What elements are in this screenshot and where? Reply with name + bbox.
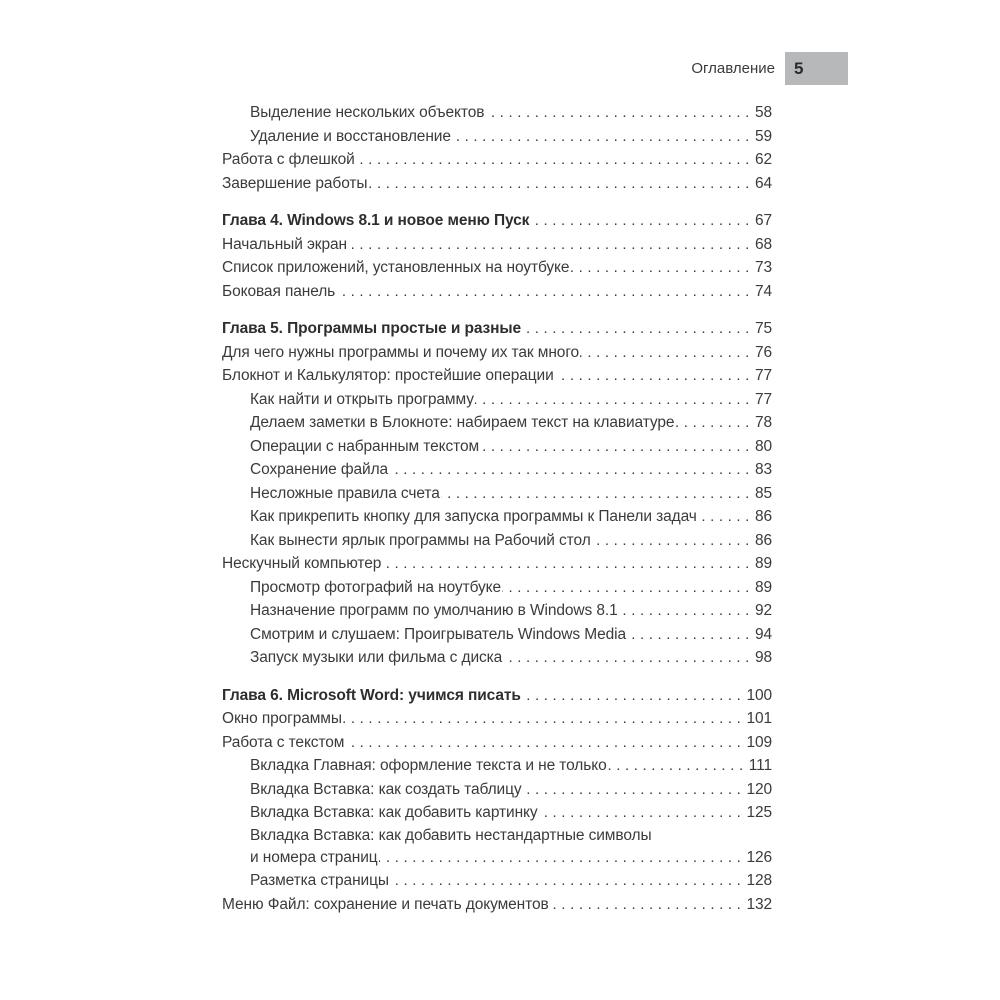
dot-leader (441, 482, 754, 506)
toc-entry-label: Работа с флешкой (222, 151, 355, 168)
dot-leader (675, 411, 754, 435)
toc-entry-label: Назначение программ по умолчанию в Windows 8.1 (250, 602, 618, 619)
toc-entry (222, 599, 772, 623)
toc-entry-label: Разметка страницы (250, 872, 389, 889)
page-header (691, 52, 848, 85)
dot-leader (608, 754, 748, 778)
toc-entry (222, 646, 772, 670)
dot-leader (619, 599, 754, 623)
toc-page-number: 58 (754, 104, 772, 121)
toc-entry (222, 825, 772, 846)
toc-entry (222, 754, 772, 778)
dot-leader (555, 364, 754, 388)
toc-entry (222, 233, 772, 257)
toc-page-number: 100 (746, 686, 772, 704)
toc-entry-label: Как вынести ярлык программы на Рабочий стол (250, 531, 591, 549)
toc-page-number: 120 (746, 780, 772, 798)
toc-page-number: 128 (746, 872, 772, 889)
table-of-contents (222, 101, 772, 916)
toc-section (222, 209, 772, 303)
toc-page-number: 92 (754, 602, 772, 619)
dot-leader (452, 125, 754, 149)
page-title: Оглавление (691, 60, 775, 77)
dot-leader (522, 684, 746, 708)
toc-entry (222, 731, 772, 755)
toc-page-number: 85 (754, 484, 772, 502)
toc-section (222, 684, 772, 917)
dot-leader (356, 148, 754, 172)
toc-entry (222, 552, 772, 576)
toc-entry (222, 435, 772, 459)
toc-page-number: 68 (754, 235, 772, 253)
toc-entry-label: Удаление и восстановление (250, 127, 451, 145)
toc-entry-label: Вкладка Вставка: как добавить нестандартные символы (250, 826, 652, 844)
toc-entry-label: Список приложений, установленных на ноутбуке (222, 259, 570, 276)
toc-entry-label: Работа с текстом (222, 733, 345, 751)
toc-entry (222, 388, 772, 412)
toc-page-number: 94 (754, 625, 772, 643)
toc-entry-label: Глава 6. Microsoft Word: учимся писать (222, 686, 521, 704)
dot-leader (627, 623, 754, 647)
toc-entry (222, 801, 772, 825)
toc-entry (222, 148, 772, 172)
toc-entry-label: Вкладка Главная: оформление текста и не только (250, 757, 607, 774)
toc-entry-label: Завершение работы (222, 174, 368, 192)
dot-leader (382, 552, 754, 576)
toc-page-number: 86 (754, 531, 772, 549)
dot-leader (475, 388, 754, 412)
dot-leader (343, 707, 746, 731)
toc-page-number: 77 (754, 390, 772, 408)
toc-entry-label: Начальный экран (222, 235, 347, 253)
dot-leader (485, 101, 754, 125)
toc-page-number: 78 (754, 414, 772, 431)
dot-leader (522, 317, 754, 341)
toc-page-number: 101 (746, 710, 772, 727)
toc-page-number: 77 (754, 367, 772, 384)
toc-entry (222, 778, 772, 802)
toc-page-number: 86 (754, 508, 772, 525)
toc-entry-label: Сохранение файла (250, 461, 389, 478)
dot-leader (336, 280, 754, 304)
toc-entry-label: Для чего нужны программы и почему их так много (222, 343, 580, 361)
toc-entry (222, 576, 772, 600)
toc-entry-label: Нескучный компьютер (222, 555, 382, 572)
toc-entry (222, 846, 772, 870)
toc-page-number: 67 (754, 212, 772, 229)
dot-leader (389, 458, 754, 482)
toc-entry (222, 869, 772, 893)
dot-leader (530, 209, 754, 233)
toc-entry (222, 411, 772, 435)
dot-leader (368, 172, 754, 196)
toc-entry-label: Боковая панель (222, 282, 336, 300)
dot-leader (539, 801, 746, 825)
toc-chapter-entry (222, 209, 772, 233)
toc-entry (222, 623, 772, 647)
toc-entry-label: Запуск музыки или фильма с диска (250, 649, 503, 666)
toc-page-number: 98 (754, 649, 772, 666)
toc-entry-label: Меню Файл: сохранение и печать документов (222, 895, 549, 913)
toc-entry (222, 125, 772, 149)
toc-entry (222, 529, 772, 553)
toc-page-number: 75 (754, 320, 772, 337)
toc-page-number: 89 (754, 555, 772, 572)
dot-leader (379, 846, 746, 870)
toc-entry (222, 482, 772, 506)
toc-entry-label: Окно программы (222, 710, 342, 727)
toc-entry (222, 707, 772, 731)
dot-leader (345, 731, 745, 755)
toc-entry (222, 341, 772, 365)
dot-leader (390, 869, 746, 893)
toc-entry-label: Просмотр фотографий на ноутбуке (250, 578, 502, 596)
toc-page-number: 76 (754, 343, 772, 361)
toc-entry-label: Как прикрепить кнопку для запуска программы к Панели задач (250, 508, 697, 525)
dot-leader (698, 505, 754, 529)
toc-page-number: 83 (754, 461, 772, 478)
toc-page-number: 125 (746, 804, 772, 821)
toc-page-number: 109 (746, 733, 772, 751)
dot-leader (503, 646, 754, 670)
toc-entry-label: Вкладка Вставка: как добавить картинку (250, 804, 538, 821)
toc-entry (222, 364, 772, 388)
toc-section (222, 317, 772, 670)
toc-entry-label: Блокнот и Калькулятор: простейшие операции (222, 367, 554, 384)
toc-entry-label: Операции с набранным текстом (250, 437, 480, 455)
toc-page-number: 74 (754, 282, 772, 300)
toc-entry-label: Несложные правила счета (250, 484, 440, 502)
toc-entry-label: Вкладка Вставка: как создать таблицу (250, 780, 522, 798)
toc-entry (222, 256, 772, 280)
toc-page-number: 111 (748, 757, 772, 774)
toc-entry-label: Глава 4. Windows 8.1 и новое меню Пуск (222, 212, 530, 229)
toc-entry-label: и номера страниц (250, 848, 378, 866)
toc-chapter-entry (222, 317, 772, 341)
toc-entry (222, 101, 772, 125)
dot-leader (570, 256, 754, 280)
dot-leader (550, 893, 746, 917)
toc-entry (222, 505, 772, 529)
dot-leader (523, 778, 746, 802)
toc-page-number: 73 (754, 259, 772, 276)
toc-entry-label: Делаем заметки в Блокноте: набираем текст на клавиатуре (250, 414, 675, 431)
toc-entry-label: Глава 5. Программы простые и разные (222, 320, 522, 337)
toc-entry (222, 172, 772, 196)
dot-leader (502, 576, 754, 600)
toc-chapter-entry (222, 684, 772, 708)
page-number-badge: 5 (785, 52, 848, 85)
toc-entry (222, 458, 772, 482)
toc-page-number: 132 (746, 895, 772, 913)
toc-entry (222, 280, 772, 304)
toc-page-number: 64 (754, 174, 772, 192)
toc-entry-label: Смотрим и слушаем: Проигрыватель Windows Media (250, 625, 626, 643)
toc-page-number: 59 (754, 127, 772, 145)
toc-page-number: 89 (754, 578, 772, 596)
toc-entry (222, 893, 772, 917)
toc-page-number: 80 (754, 437, 772, 455)
dot-leader (580, 341, 754, 365)
toc-section (222, 101, 772, 195)
dot-leader (480, 435, 754, 459)
dot-leader (348, 233, 754, 257)
toc-entry-label: Выделение нескольких объектов (250, 104, 485, 121)
dot-leader (592, 529, 754, 553)
toc-page-number: 62 (754, 151, 772, 168)
toc-entry-label: Как найти и открыть программу (250, 390, 474, 408)
toc-page-number: 126 (746, 848, 772, 866)
